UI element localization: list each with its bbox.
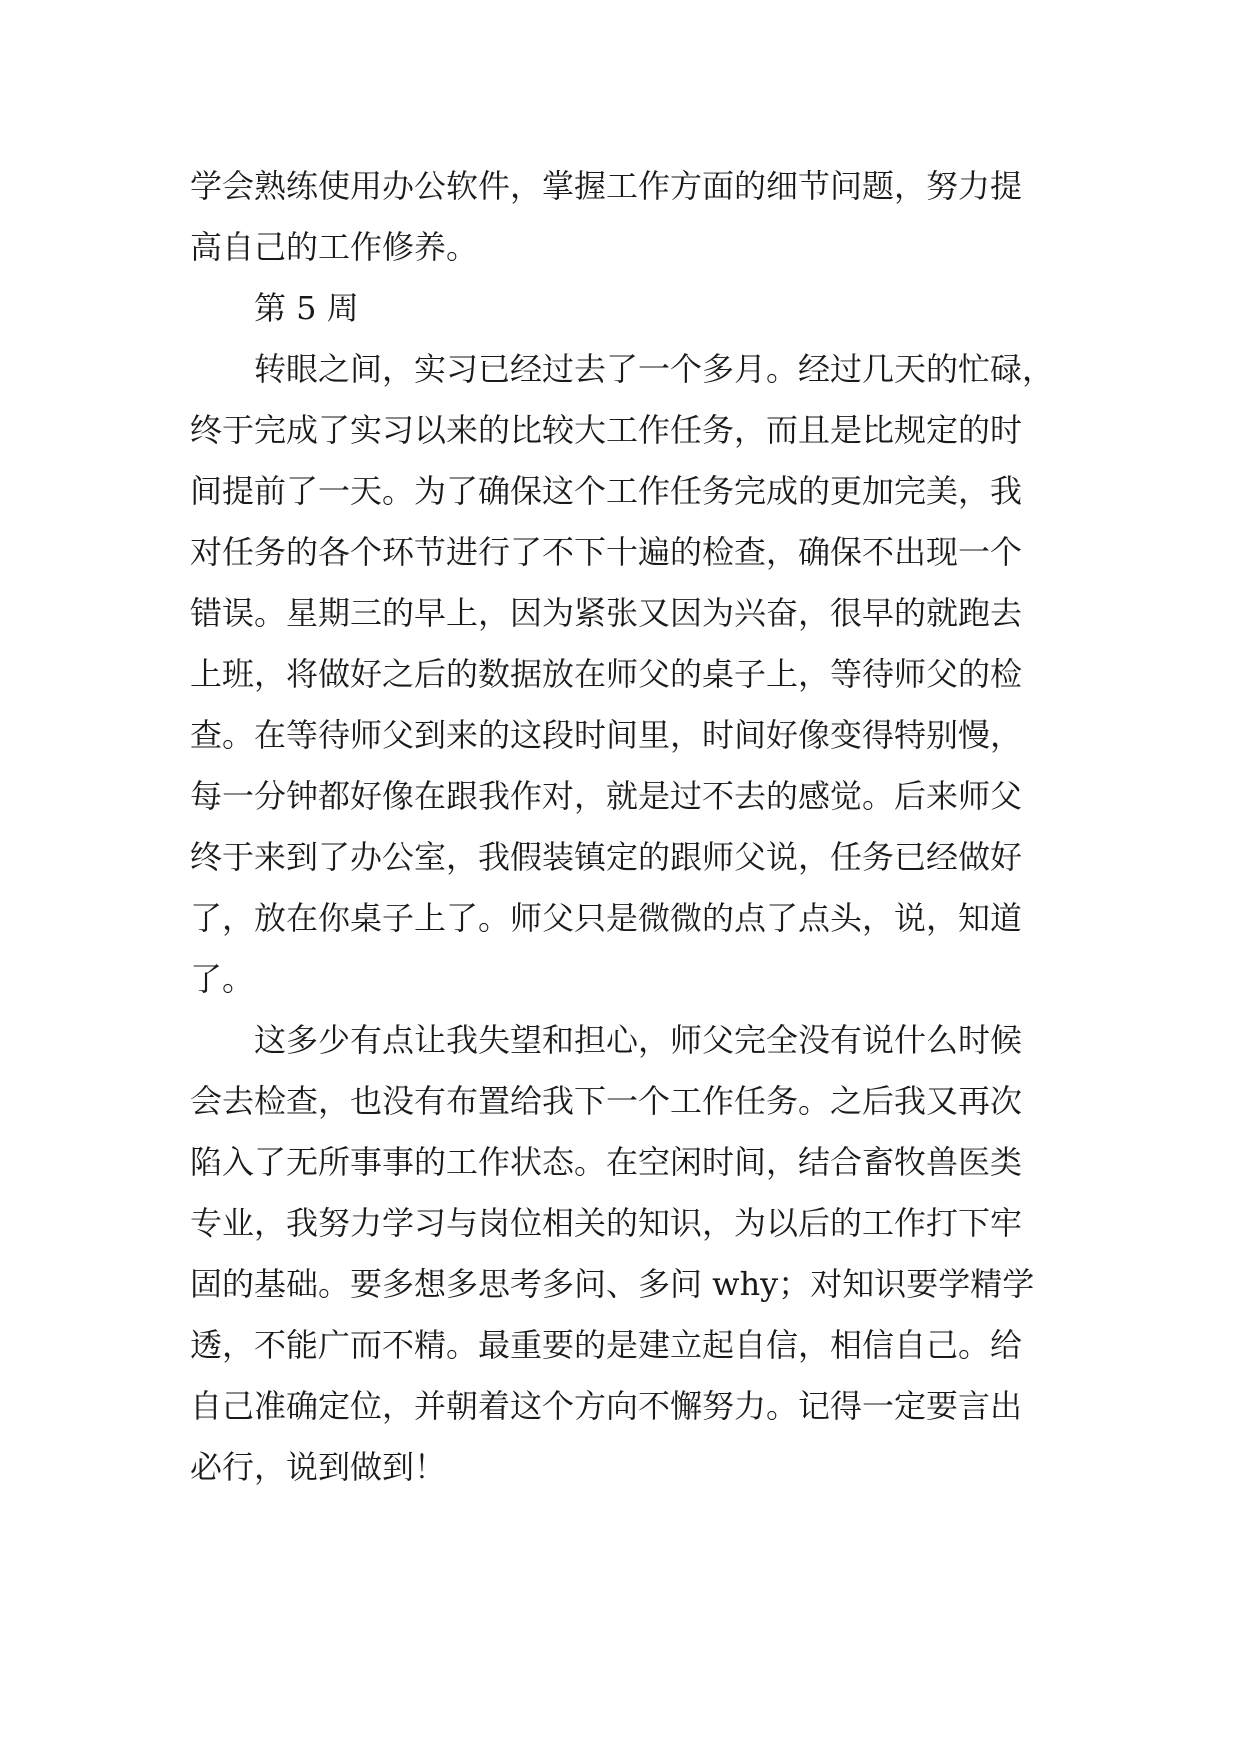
- week-heading: 第 5 周: [254, 289, 359, 327]
- text-line: 间提前了一天。为了确保这个工作任务完成的更加完美，我: [190, 472, 1023, 510]
- text-line: 每一分钟都好像在跟我作对，就是过不去的感觉。后来师父: [190, 777, 1023, 815]
- text-line: 对任务的各个环节进行了不下十遍的检查，确保不出现一个: [190, 533, 1023, 571]
- paragraph-week5-second: [190, 1010, 1070, 1498]
- text-line: 错误。星期三的早上，因为紧张又因为兴奋，很早的就跑去: [190, 594, 1023, 632]
- text-line: 了。: [190, 960, 255, 998]
- text-line: 必行，说到做到！: [190, 1448, 447, 1486]
- text-line: 学会熟练使用办公软件，掌握工作方面的细节问题，努力提: [190, 167, 1023, 205]
- text-line: 专业，我努力学习与岗位相关的知识，为以后的工作打下牢: [190, 1204, 1023, 1242]
- text-line: 陷入了无所事事的工作状态。在空闲时间，结合畜牧兽医类: [190, 1143, 1023, 1181]
- text-line: 终于完成了实习以来的比较大工作任务，而且是比规定的时: [190, 411, 1023, 449]
- text-line: 这多少有点让我失望和担心，师父完全没有说什么时候: [254, 1021, 1023, 1059]
- text-line: 终于来到了办公室，我假装镇定的跟师父说，任务已经做好: [190, 838, 1023, 876]
- text-line: 会去检查，也没有布置给我下一个工作任务。之后我又再次: [190, 1082, 1023, 1120]
- text-line: 转眼之间，实习已经过去了一个多月。经过几天的忙碌，: [254, 350, 1055, 388]
- text-line: 高自己的工作修养。: [190, 228, 479, 266]
- text-line: 固的基础。要多想多思考多问、多问 why；对知识要学精学: [190, 1265, 1035, 1303]
- document-body: [190, 156, 1070, 1498]
- text-line: 了，放在你桌子上了。师父只是微微的点了点头，说，知道: [190, 899, 1023, 937]
- continuation-paragraph: [190, 156, 1070, 278]
- text-line: 上班，将做好之后的数据放在师父的桌子上，等待师父的检: [190, 655, 1023, 693]
- text-line: 查。在等待师父到来的这段时间里，时间好像变得特别慢，: [190, 716, 1023, 754]
- text-line: 自己准确定位，并朝着这个方向不懈努力。记得一定要言出: [190, 1387, 1023, 1425]
- paragraph-week5-first: [190, 339, 1070, 1010]
- text-line: 透，不能广而不精。最重要的是建立起自信，相信自己。给: [190, 1326, 1023, 1364]
